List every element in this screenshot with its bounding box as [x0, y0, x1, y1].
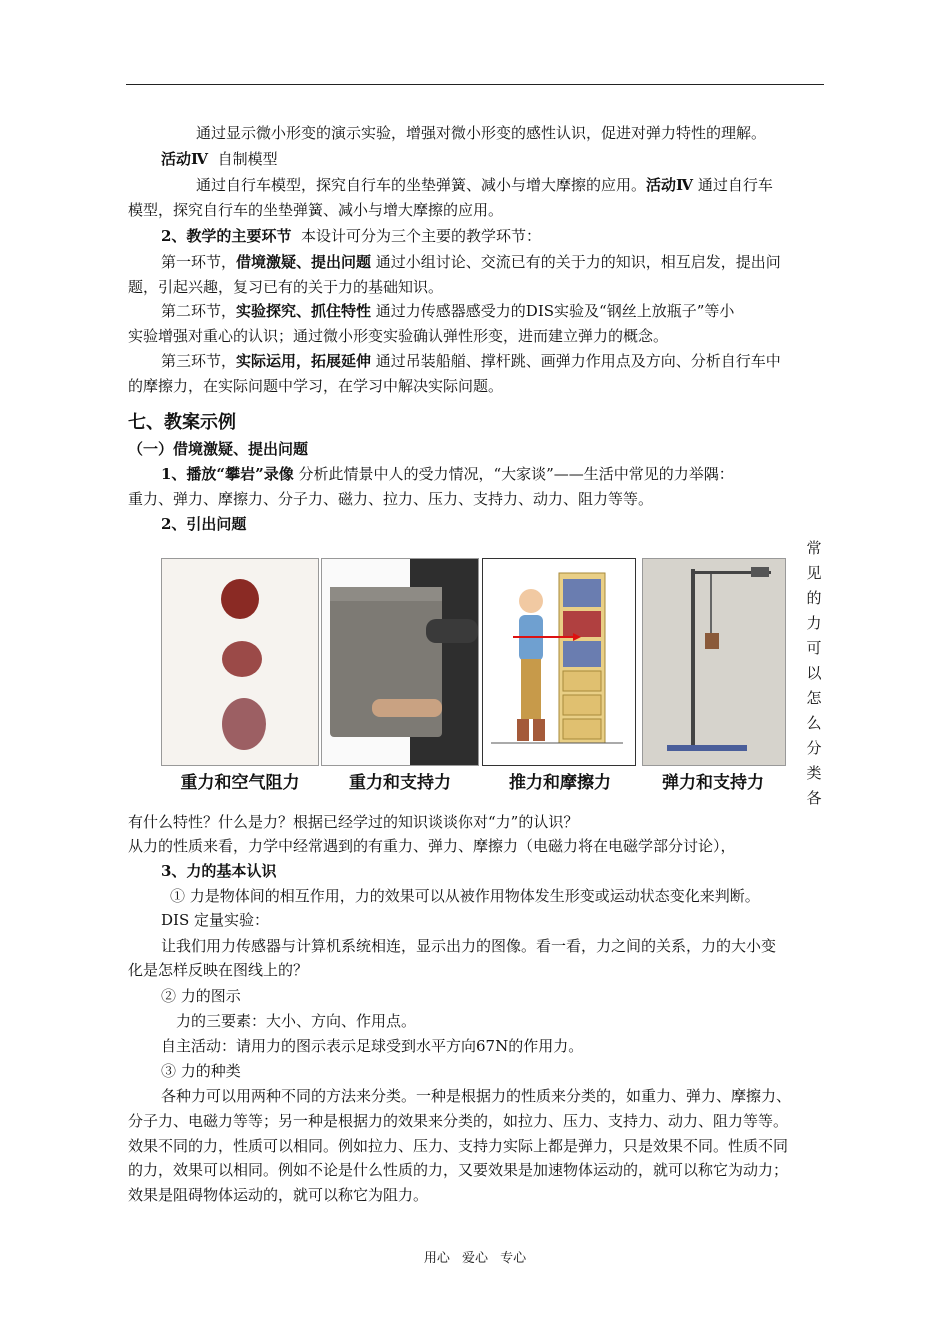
paragraph-line: 第一环节，借境激疑、提出问题 通过小组讨论、交流已有的关于力的知识，相互启发，提出问	[161, 253, 781, 271]
paragraph-line: 实验增强对重心的认识；通过微小形变实验确认弹性形变，进而建立弹力的概念。	[128, 327, 669, 345]
carrying-box-image	[321, 558, 479, 766]
vertical-char: 类	[806, 764, 822, 782]
vertical-char: 可	[806, 639, 822, 657]
vertical-char: 常	[806, 539, 822, 557]
falling-apple-image	[161, 558, 319, 766]
vertical-char: 怎	[806, 689, 822, 707]
figure-caption: 重力和支持力	[349, 773, 451, 793]
paragraph-line: 通过自行车模型，探究自行车的坐垫弹簧、减小与增大摩擦的应用。活动Ⅳ 通过自行车	[196, 176, 773, 194]
figure-caption: 重力和空气阻力	[180, 773, 300, 793]
pushing-bookcase-image	[482, 558, 636, 766]
paragraph-line: 自主活动：请用力的图示表示足球受到水平方向67N的作用力。	[161, 1037, 584, 1055]
vertical-char: 各	[806, 789, 822, 807]
paragraph-line: 第二环节，实验探究、抓住特性 通过力传感器感受力的DIS实验及“钢丝上放瓶子”等小	[161, 302, 735, 320]
activity-heading	[161, 147, 278, 171]
paragraph-line: 让我们用力传感器与计算机系统相连，显示出力的图像。看一看，力之间的关系，力的大小变	[161, 937, 777, 955]
paragraph-line: DIS 定量实验：	[161, 911, 269, 929]
paragraph-line: ③ 力的种类	[161, 1062, 241, 1080]
subheading: 2、引出问题	[161, 515, 247, 533]
paragraph-line: 有什么特性？什么是力？根据已经学过的知识谈谈你对“力”的认识？	[128, 813, 579, 831]
paragraph-line: 的力，效果可以相同。例如不论是什么性质的力，又要效果是加速物体运动的，就可以称它为动力；	[128, 1161, 789, 1179]
section-heading: 2、教学的主要环节 本设计可分为三个主要的教学环节：	[161, 227, 542, 245]
subsection-title: （一）借境激疑、提出问题	[128, 440, 309, 458]
activity-title: 自制模型	[217, 150, 278, 168]
header-rule	[126, 84, 824, 85]
paragraph-line: 各种力可以用两种不同的方法来分类。一种是根据力的性质来分类的，如重力、弹力、摩擦力、	[161, 1087, 792, 1105]
paragraph-line: ① 力是物体间的相互作用，力的效果可以从被作用物体发生形变或运动状态变化来判断。	[170, 887, 760, 905]
paragraph-line: 效果不同的力，性质可以相同。例如拉力、压力、支持力实际上都是弹力，只是效果不同。性质不同	[128, 1137, 789, 1155]
vertical-char: 以	[806, 664, 822, 682]
paragraph-line: 效果是阻碍物体运动的，就可以称它为阻力。	[128, 1186, 429, 1204]
paragraph-line: 题，引起兴趣，复习已有的关于力的基础知识。	[128, 278, 444, 296]
paragraph-line: 力的三要素：大小、方向、作用点。	[176, 1012, 417, 1030]
vertical-char: 分	[806, 739, 822, 757]
paragraph-line: 第三环节，实际运用，拓展延伸 通过吊装船艏、撑杆跳、画弹力作用点及方向、分析自行车中	[161, 352, 781, 370]
paragraph-line: 的摩擦力，在实际问题中学习，在学习中解决实际问题。	[128, 377, 504, 395]
paragraph-line: 通过显示微小形变的演示实验，增强对微小形变的感性认识，促进对弹力特性的理解。	[196, 124, 767, 142]
vertical-char: 么	[806, 714, 822, 732]
activity-label: 活动Ⅳ	[161, 150, 209, 168]
paragraph-line: 从力的性质来看，力学中经常遇到的有重力、弹力、摩擦力（电磁力将在电磁学部分讨论），	[128, 837, 736, 855]
subheading: 3、力的基本认识	[161, 862, 277, 880]
page-footer: 用心 爱心 专心	[423, 1251, 527, 1266]
vertical-char: 力	[806, 614, 822, 632]
figure-caption: 推力和摩擦力	[509, 773, 611, 793]
vertical-char: 的	[806, 589, 822, 607]
paragraph-line: 1、播放“攀岩”录像 分析此情景中人的受力情况，“大家谈”——生活中常见的力举隅：	[161, 465, 734, 483]
paragraph-line: 分子力、电磁力等等；另一种是根据力的效果来分类的，如拉力、压力、支持力、动力、阻力等等。	[128, 1112, 789, 1130]
paragraph-line: 化是怎样反映在图线上的？	[128, 961, 309, 979]
vertical-char: 见	[806, 564, 822, 582]
paragraph-line: ② 力的图示	[161, 987, 241, 1005]
paragraph-line: 模型，探究自行车的坐垫弹簧、减小与增大摩擦的应用。	[128, 201, 504, 219]
section-title: 七、教案示例	[128, 412, 236, 433]
spring-stand-image	[642, 558, 786, 766]
paragraph-line: 重力、弹力、摩擦力、分子力、磁力、拉力、压力、支持力、动力、阻力等等。	[128, 490, 654, 508]
figure-caption: 弹力和支持力	[662, 773, 764, 793]
